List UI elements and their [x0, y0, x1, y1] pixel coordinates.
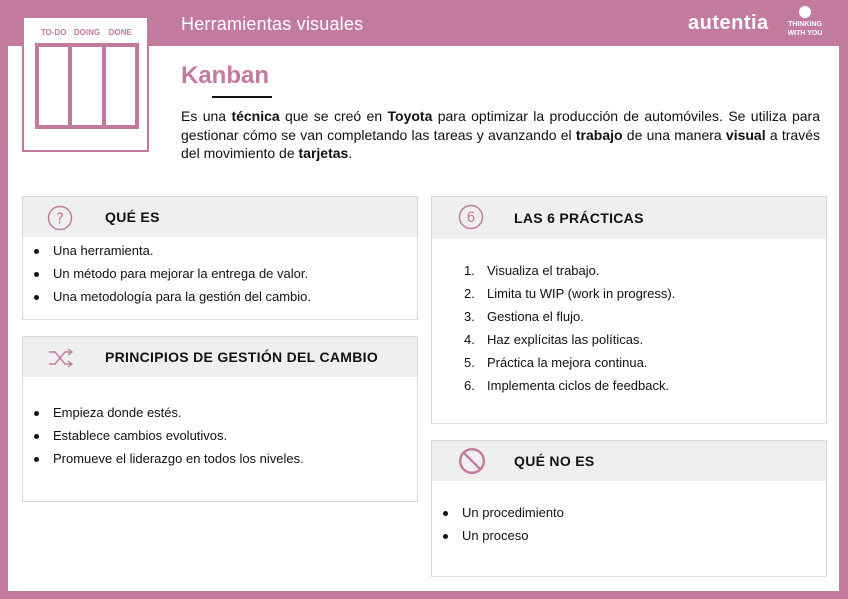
- intro-text: .: [348, 145, 353, 161]
- list-item: Un método para mejorar la entrega de valor.: [23, 262, 417, 285]
- card-header: [23, 337, 417, 377]
- column-label-doing: DOING: [73, 28, 101, 37]
- list-number: 4.: [464, 332, 475, 347]
- six-icon-text: 6: [466, 210, 476, 226]
- practicas-list: [432, 259, 826, 397]
- shuffle-icon: [45, 345, 75, 371]
- list-item: Un proceso: [432, 524, 826, 547]
- intro-text: de una manera: [622, 126, 726, 143]
- list-text: Práctica la mejora continua.: [487, 355, 648, 370]
- column-label-todo: TO-DO: [40, 28, 67, 37]
- title-underline: [212, 96, 272, 98]
- brand-tagline-1: THINKING: [788, 21, 822, 28]
- que-es-list: [23, 239, 417, 308]
- card-header: [432, 441, 826, 481]
- principios-list: [23, 401, 417, 470]
- list-item: Promueve el liderazgo en todos los niveles.: [23, 447, 417, 470]
- card-que-no-es: [431, 440, 827, 577]
- intro-text: a través del movimiento de: [181, 126, 820, 161]
- prohibited-icon: [458, 447, 486, 475]
- list-item: [432, 305, 826, 328]
- intro-bold: técnica: [231, 108, 280, 124]
- speech-bubble-icon: [799, 6, 811, 18]
- card-title: PRINCIPIOS DE GESTIÓN DEL CAMBIO: [105, 349, 379, 365]
- list-item: Establece cambios evolutivos.: [23, 424, 417, 447]
- intro-text: para optimizar la producción de automóviles. Se utiliza para gestionar cómo se van completando las tareas y avanzando el: [181, 108, 820, 143]
- svg-text:?: ?: [56, 209, 64, 228]
- intro-paragraph: [181, 107, 820, 163]
- board-column-doing: [72, 28, 105, 125]
- header-title: Herramientas visuales: [181, 14, 364, 34]
- brand-tagline-2: WITH YOU: [787, 30, 823, 37]
- kanban-board-icon: [35, 28, 139, 129]
- intro-bold: Toyota: [387, 108, 433, 124]
- card-header: [23, 197, 417, 237]
- board-column-todo: [39, 28, 72, 125]
- card-header: [432, 197, 826, 239]
- list-item: Un procedimiento: [432, 501, 826, 524]
- list-text: Implementa ciclos de feedback.: [487, 378, 670, 393]
- list-item: [432, 282, 826, 305]
- que-no-es-list: [432, 501, 826, 547]
- list-item: [432, 259, 826, 282]
- column-label-done: DONE: [108, 28, 132, 37]
- kanban-board-illustration: [22, 16, 149, 152]
- card-title: QUÉ ES: [105, 209, 160, 225]
- list-text: Gestiona el flujo.: [487, 309, 584, 324]
- intro-bold: tarjetas: [298, 145, 349, 161]
- list-item: [432, 351, 826, 374]
- list-number: 3.: [464, 309, 475, 324]
- card-principios: [22, 336, 418, 502]
- brand-tagline: [780, 6, 830, 38]
- intro-bold: trabajo: [575, 126, 623, 143]
- card-que-es: [22, 196, 418, 320]
- list-number: 5.: [464, 355, 475, 370]
- board-column-done: [106, 28, 135, 125]
- list-number: 2.: [464, 286, 475, 301]
- question-icon: [47, 205, 73, 231]
- list-number: 6.: [464, 378, 475, 393]
- list-item: [432, 374, 826, 397]
- card-practicas: [431, 196, 827, 424]
- list-item: Una metodología para la gestión del cambio.: [23, 285, 417, 308]
- list-item: Una herramienta.: [23, 239, 417, 262]
- card-title: LAS 6 PRÁCTICAS: [514, 210, 644, 226]
- card-title: QUÉ NO ES: [514, 453, 595, 469]
- list-text: Visualiza el trabajo.: [487, 263, 600, 278]
- list-text: Haz explícitas las políticas.: [487, 332, 644, 347]
- brand-logo: autentia: [688, 12, 769, 34]
- six-icon: [458, 204, 484, 230]
- intro-text: que se creó en: [279, 108, 388, 124]
- list-item: Empieza donde estés.: [23, 401, 417, 424]
- list-number: 1.: [464, 263, 475, 278]
- list-item: [432, 328, 826, 351]
- intro-bold: visual: [725, 126, 766, 143]
- list-text: Limita tu WIP (work in progress).: [487, 286, 676, 301]
- intro-text: Es una: [181, 108, 232, 124]
- page-title: Kanban: [181, 62, 270, 89]
